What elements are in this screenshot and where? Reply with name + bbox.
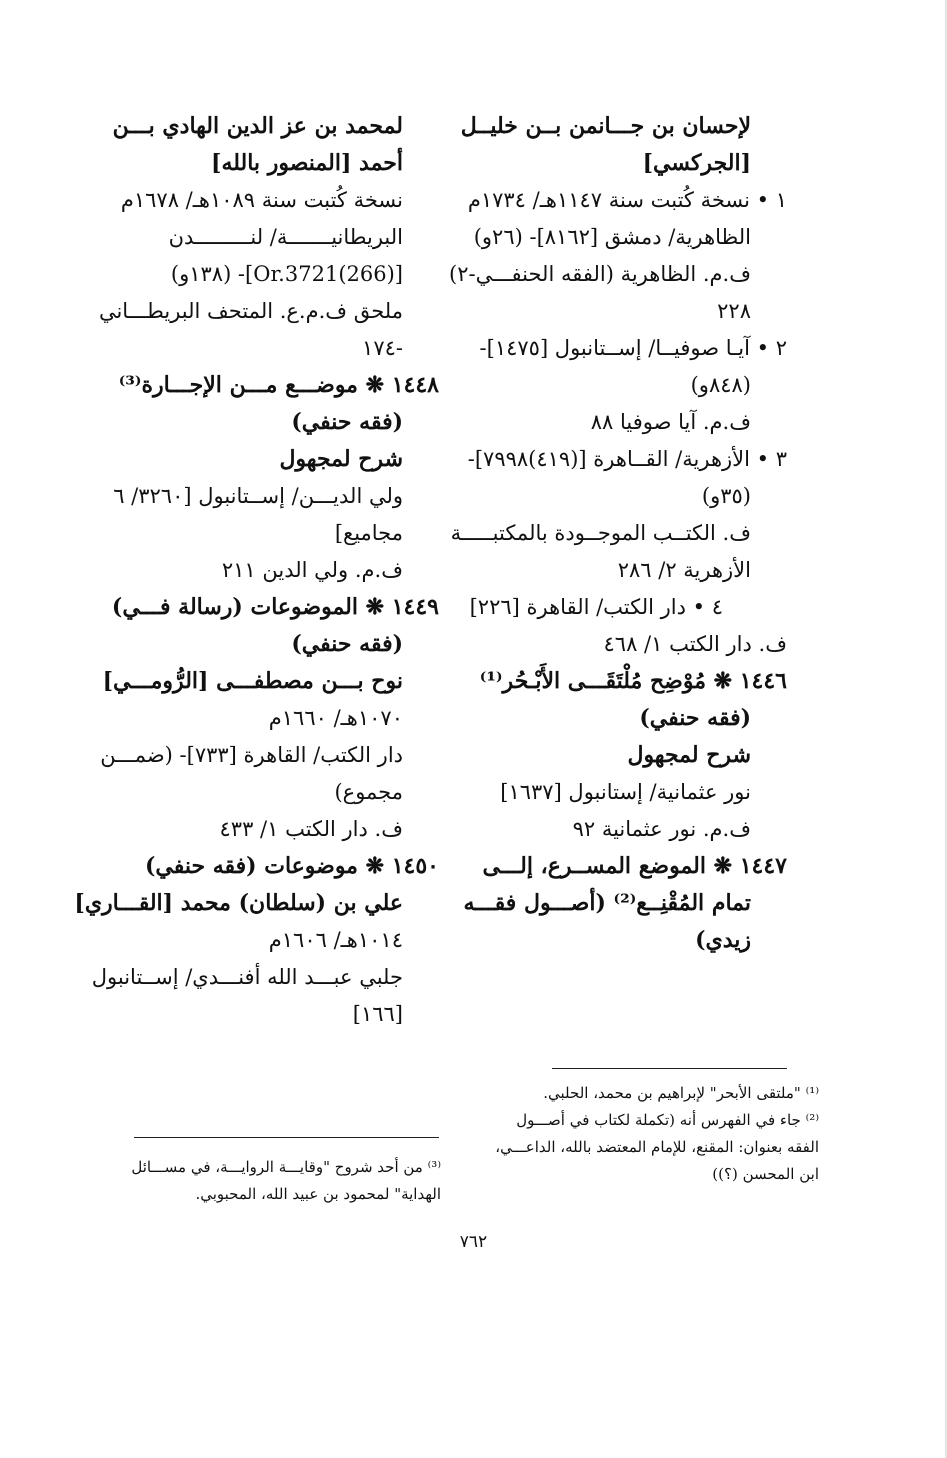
left-column-line: ١٤٤٨ ❋ موضـــع مـــن الإجـــارة⁽³⁾ [118, 372, 439, 398]
left-column-line: لمحمد بن عز الدين الهادي بـــن [112, 113, 403, 139]
right-column [449, 108, 787, 959]
left-column-line: مجموع) [334, 780, 403, 804]
right-column-line: ٤ • دار الكتب/ القاهرة [٢٢٦] [469, 595, 723, 619]
left-column-line: ١٠٧٠هـ/ ١٦٦٠م [268, 706, 403, 730]
left-column-line: مجاميع] [334, 521, 403, 545]
page-number: ٧٦٢ [459, 1232, 488, 1252]
right-column-line: (٨٤٨و) [690, 373, 751, 397]
right-column-line: ف. دار الكتب ١/ ٤٦٨ [603, 632, 787, 656]
left-column-line: [١٦٦] [352, 1002, 403, 1026]
right-column-line: لإحسان بن جـــانمن بــن خليــل [460, 113, 751, 139]
left-column-line: ف. دار الكتب ١/ ٤٣٣ [219, 817, 403, 841]
right-column-line: زيدي) [695, 927, 751, 953]
right-column-line: نور عثمانية/ إستانبول [١٦٣٧] [500, 780, 751, 804]
left-column-line: (فقه حنفي) [291, 631, 403, 657]
right-column-line: ٢٢٨ [717, 299, 751, 323]
left-column-line: ملحق ف.م.ع. المتحف البريطـــاني [98, 299, 403, 323]
right-column-line: ١٤٤٧ ❋ الموضع المســرع، إلـــى [482, 853, 787, 879]
right-column-line: ١٤٤٦ ❋ مُوْضِح مُلْتَقَـــى الأَبْـحُر⁽¹⁾ [479, 668, 787, 694]
footnote-line: الهداية" لمحمود بن عبيد الله، المحبوبي. [195, 1185, 441, 1203]
left-column-line: نوح بـــن مصطفـــى [الرُّومـــي] [102, 668, 403, 694]
right-column-line: ف.م. الظاهرية (الفقه الحنفـــي-٢) [449, 262, 751, 286]
left-column [74, 108, 439, 1033]
left-column-line: ١٤٤٩ ❋ الموضوعات (رسالة فـــي) [111, 594, 439, 620]
left-column-line: أحمد [المنصور بالله] [211, 150, 403, 176]
left-column-line: (فقه حنفي) [291, 409, 403, 435]
right-column-line: ف.م. آيا صوفيا ٨٨ [590, 410, 751, 434]
left-column-line: البريطانيـــــــة/ لنـــــــــدن [168, 225, 403, 249]
footnotes-left [96, 1154, 441, 1208]
footnote-line: الفقه بعنوان: المقنع، للإمام المعتضد بالله، الداعـــي، [495, 1138, 819, 1156]
left-column-line: دار الكتب/ القاهرة [٧٣٣]- (ضمـــن [100, 743, 403, 767]
right-column-line: الظاهرية/ دمشق [٨١٦٢]- (٢٦و) [473, 225, 751, 249]
right-column-line: ف. الكتــب الموجــودة بالمكتبـــــة [450, 521, 751, 545]
footnote-line: ⁽¹⁾ "ملتقى الأبحر" لإبراهيم بن محمد، الحلبي. [543, 1084, 819, 1102]
right-column-line: (فقه حنفي) [639, 705, 751, 731]
footnotes-right [479, 1080, 819, 1188]
footnote-line: ابن المحسن (؟)) [712, 1165, 819, 1183]
right-column-line: (٣٥و) [701, 484, 751, 508]
footnote-separator-right [552, 1068, 787, 1069]
left-column-line: نسخة كُتبت سنة ١٠٨٩هـ/ ١٦٧٨م [120, 188, 403, 212]
right-column-line: تمام المُقْنِــع⁽²⁾ (أصـــول فقـــه [463, 890, 751, 916]
right-column-line: ف.م. نور عثمانية ٩٢ [572, 817, 751, 841]
left-column-line: -١٧٤ [362, 336, 403, 360]
footnote-line: ⁽³⁾ من أحد شروح "وقايـــة الروايـــة، في مســـائل [131, 1158, 441, 1176]
left-column-line: [(266)Or.3721]- (١٣٨و) [170, 262, 403, 286]
right-column-line: الأزهرية ٢/ ٢٨٦ [617, 558, 751, 582]
right-column-line: ٣ • الأزهرية/ القــاهرة [(٤١٩)٧٩٩٨]- [467, 447, 787, 471]
right-column-line: [الجركسي] [642, 150, 751, 176]
right-column-line: ١ • نسخة كُتبت سنة ١١٤٧هـ/ ١٧٣٤م [467, 188, 787, 212]
footnote-line: ⁽²⁾ جاء في الفهرس أنه (تكملة لكتاب في أصـــول [516, 1111, 819, 1129]
left-column-line: علي بن (سلطان) محمد [القـــاري] [74, 890, 403, 916]
left-column-line: ١٤٥٠ ❋ موضوعات (فقه حنفي) [144, 853, 439, 879]
left-column-line: شرح لمجهول [279, 446, 403, 472]
footnote-separator-left [134, 1137, 439, 1138]
left-column-line: ولي الديـــن/ إســتانبول [٣٢٦٠/ ٦ [113, 484, 403, 508]
right-column-line: ٢ • آيـا صوفيــا/ إســتانبول [١٤٧٥]- [479, 336, 787, 360]
left-column-line: جلبي عبـــد الله أفنـــدي/ إســتانبول [91, 965, 403, 989]
left-column-line: ١٠١٤هـ/ ١٦٠٦م [268, 928, 403, 952]
left-column-line: ف.م. ولي الدين ٢١١ [221, 558, 403, 582]
right-column-line: شرح لمجهول [627, 742, 751, 768]
